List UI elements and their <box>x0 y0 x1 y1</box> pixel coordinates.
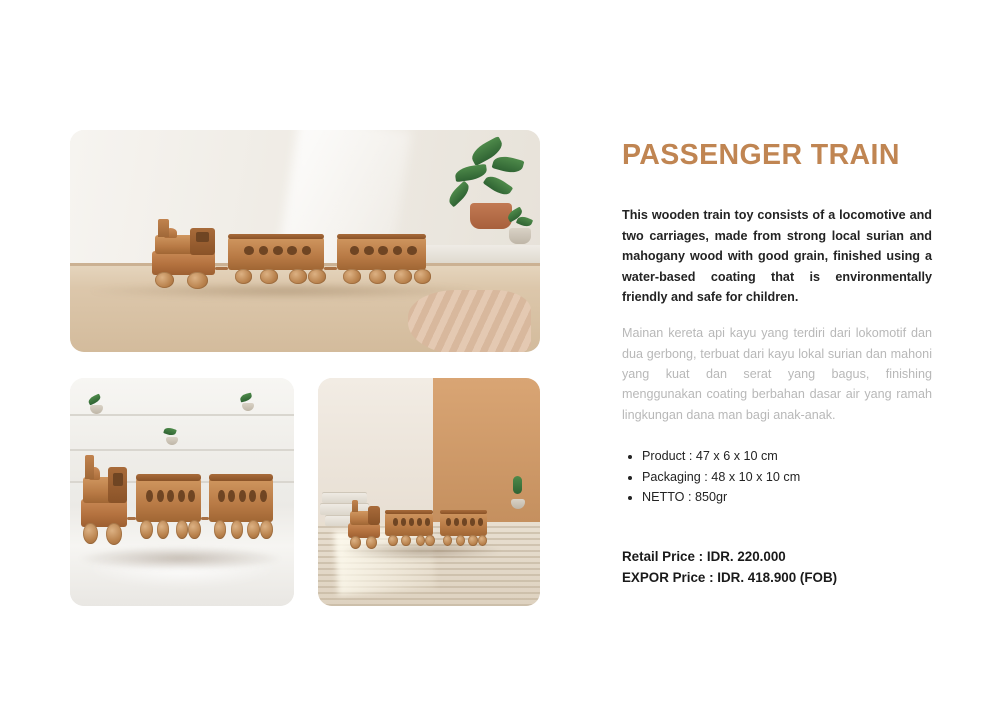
wooden-train-left <box>79 451 290 551</box>
product-info-column <box>622 140 932 588</box>
hero-scene <box>70 130 540 352</box>
hero-photo <box>70 130 540 352</box>
right-photo <box>318 378 540 606</box>
knitted-blanket <box>408 290 530 352</box>
wooden-train-hero <box>145 214 465 294</box>
left-scene <box>70 378 294 606</box>
left-photo <box>70 378 294 606</box>
specifications-list <box>622 447 932 508</box>
description-indonesian: Mainan kereta api kayu yang terdiri dari lokomotif dan dua gerbong, terbuat dari kayu lokal surian dan mahoni yang kuat dan serat yang bagus, finishing menggunakan coating berbahan dasar air yang ramah lingkungan dana man bagi anak-anak. <box>622 326 932 422</box>
wooden-train-right <box>347 497 507 552</box>
page-title: PASSENGER TRAIN <box>622 139 900 171</box>
list-item: • Packaging : 48 x 10 x 10 cm <box>642 468 932 488</box>
export-price: EXPOR Price : IDR. 418.900 (FOB) <box>622 569 838 585</box>
list-item: • NETTO : 850gr <box>642 488 932 508</box>
retail-price: Retail Price : IDR. 220.000 <box>622 548 786 564</box>
right-scene <box>318 378 540 606</box>
list-item: • Product : 47 x 6 x 10 cm <box>642 447 932 467</box>
pricing-block <box>622 546 932 588</box>
description-english: This wooden train toy consists of a locomotive and two carriages, made from strong local surian and mahogany wood with good grain, finished using a water-based coating that is environmentally friendly and safe for children. <box>622 208 932 304</box>
